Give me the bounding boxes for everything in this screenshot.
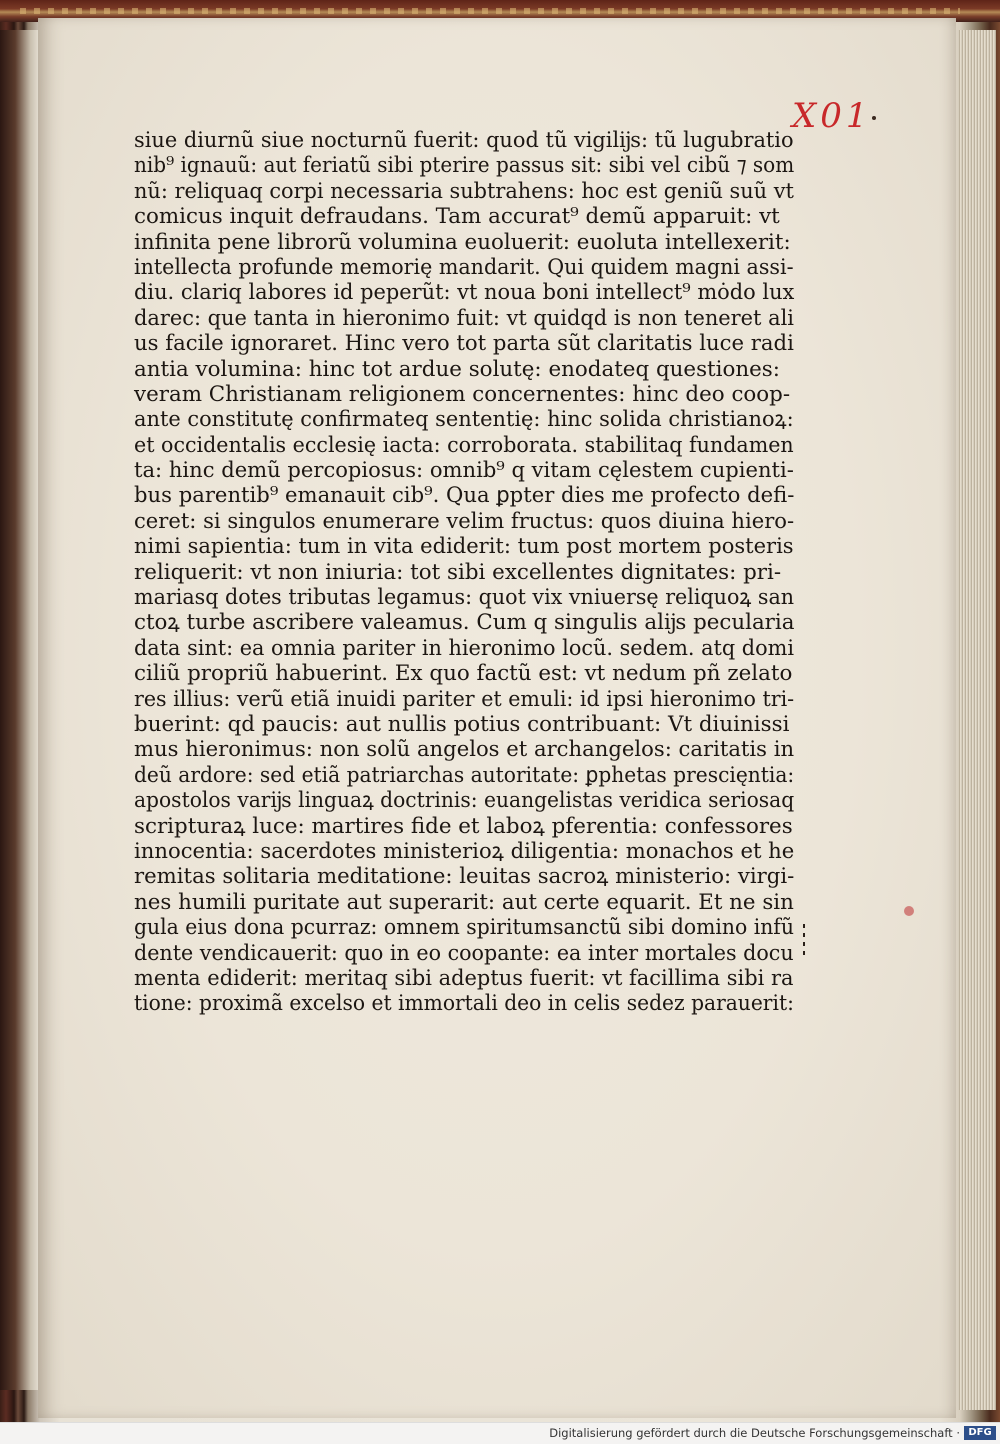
text-line: scripturaꝝ luce: martires fide et laboꝝ pferentia: confessores: [134, 813, 793, 839]
page-stack-edge: [958, 30, 996, 1410]
text-line: ciliũ propriũ habuerint. Ex quo factũ est: vt nedum pñ zelato: [134, 661, 793, 687]
text-block: [134, 128, 794, 1017]
text-line: comicus inquit defraudans. Tam accurat⁹ demũ apparuit: vt: [134, 204, 780, 230]
text-line: nũ: reliquaq corpi necessaria subtrahens: hoc est geniũ suũ vt: [134, 178, 794, 204]
text-line: diu. clariq labores id peperũt: vt noua boni intellect⁹ mȯdo lux: [134, 280, 795, 306]
text-line: ceret: si singulos enumerare velim fructus: quos diuina hiero-: [134, 508, 795, 534]
text-line: nes humili puritate aut superarit: aut certe equarit. Et ne sin: [134, 889, 794, 915]
text-line: mariasq dotes tributas legamus: quot vix vniuersę reliquoꝝ san: [134, 585, 795, 611]
text-line: intellecta profunde memorię mandarit. Qui quidem magni assi-: [134, 254, 794, 280]
text-line: reliquerit: vt non iniuria: tot sibi excellentes dignitates: pri-: [134, 559, 782, 585]
text-line: ante constitutę confirmateq sententię: hinc solida christianoꝝ:: [134, 407, 794, 433]
text-line: data sint: ea omnia pariter in hieronimo locũ. sedem. atq domi: [134, 635, 794, 661]
funding-credit: Digitalisierung gefördert durch die Deutsche Forschungsgemeinschaft ·: [549, 1426, 960, 1440]
text-line: innocentia: sacerdotes ministerioꝝ diligentia: monachos et he: [134, 838, 795, 864]
dfg-logo-icon: DFG: [964, 1426, 996, 1440]
text-line: infinita pene librorũ volumina euoluerit: euoluta intellexerit:: [134, 229, 791, 255]
text-line: menta ediderit: meritaq sibi adeptus fuerit: vt facillima sibi ra: [134, 965, 794, 991]
text-line: nib⁹ ignauũ: aut feriatũ sibi pterire passus sit: sibi vel cibũ ⁊ som: [134, 153, 795, 179]
binding-ornament: [20, 8, 960, 14]
text-line: deũ ardore: sed etiã patriarchas autoritate: ꝑphetas prescięntia:: [134, 762, 795, 788]
text-line: veram Christianam religionem concernentes: hinc deo coop-: [134, 381, 791, 407]
text-line: apostolos varĳs linguaꝝ doctrinis: euangelistas veridica seriosaq: [134, 788, 795, 814]
margin-mark: [803, 924, 805, 958]
facing-page-edge: [0, 30, 38, 1390]
text-line: ta: hinc demũ percopiosus: omnib⁹ q vitam cęlestem cupienti-: [134, 458, 794, 484]
text-line: mus hieronimus: non solũ angelos et archangelos: caritatis in: [134, 737, 795, 763]
text-line: dente vendicauerit: quo in eo coopante: ea inter mortales docu: [134, 940, 794, 966]
ink-spot: [904, 906, 914, 916]
text-line: siue diurnũ siue nocturnũ fuerit: quod tũ vigilĳs: tũ lugubratio: [134, 128, 794, 153]
text-line: res illius: verũ etiã inuidi pariter et emuli: id ipsi hieronimo tri-: [134, 686, 795, 712]
text-line: buerint: qd paucis: aut nullis potius contribuant: Vt diuinissi: [134, 711, 790, 737]
text-line: antia volumina: hinc tot ardue solutę: enodateq questiones:: [134, 356, 780, 382]
footer-bar: [0, 1422, 1000, 1444]
text-line: remitas solitaria meditatione: leuitas sacroꝝ ministerio: virgi-: [134, 864, 795, 890]
text-line: gula eius dona pcurraz: omnem spiritumsanctũ sibi domino infũ: [134, 915, 794, 941]
folio-dot: [872, 116, 876, 120]
text-line: us facile ignoraret. Hinc vero tot parta sũt claritatis luce radi: [134, 331, 794, 357]
folio-number: X01: [792, 96, 872, 136]
text-line: nimi sapientia: tum in vita ediderit: tum post mortem posteris: [134, 534, 794, 560]
text-line: darec: que tanta in hieronimo fuit: vt quidqd is non teneret ali: [134, 305, 794, 331]
text-line: et occidentalis ecclesię iacta: corroborata. stabilitaq fundamen: [134, 432, 794, 458]
text-line: bus parentib⁹ emanauit cib⁹. Qua ꝑpter dies me profecto defi-: [134, 483, 795, 509]
text-line: tione: proximã excelso et immortali deo in celis sedez parauerit:: [134, 991, 794, 1017]
text-line: ctoꝝ turbe ascribere valeamus. Cum q singulis alĳs pecularia: [134, 610, 795, 636]
